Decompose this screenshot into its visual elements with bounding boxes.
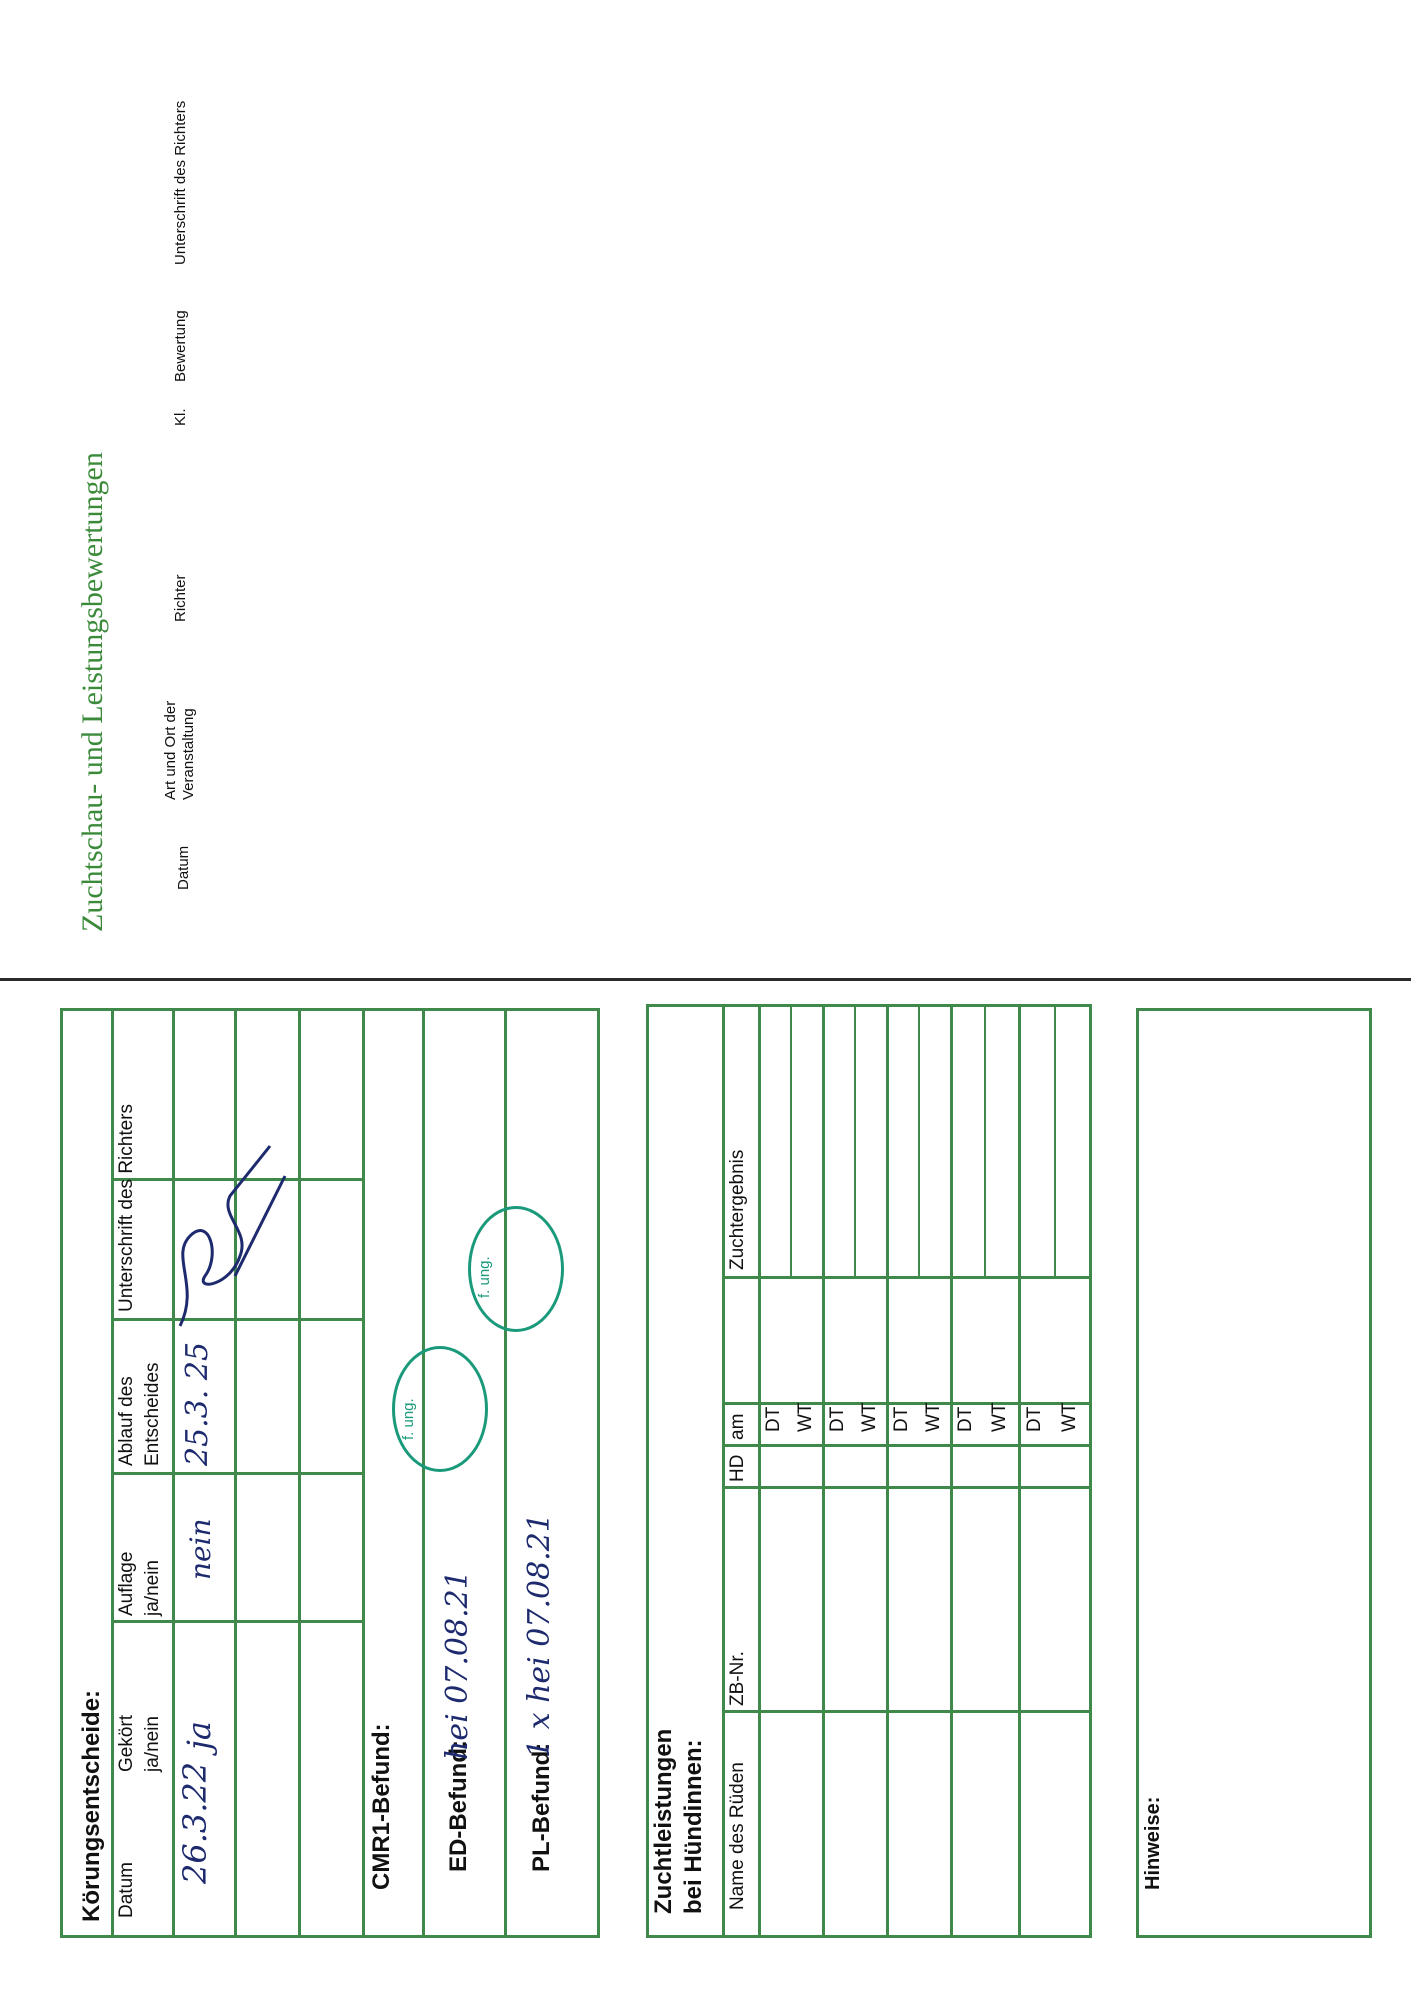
zucht-line [822,1004,825,1938]
koerung-head-gekoert: Gekört [116,1714,137,1772]
koerung-col-sep [111,1620,362,1623]
zucht-dt: DT [955,1406,976,1432]
col-datum: Datum [175,845,192,890]
koerung-line [362,1008,365,1938]
col-richter: Richter [172,574,189,622]
koerung-head-datum: Datum [116,1862,137,1918]
koerung-ablauf-value: 25.3. 25 [180,1341,215,1466]
col-kl: Kl. [172,408,189,426]
zucht-wt: WT [795,1402,816,1432]
koerung-head-auflage2: ja/nein [142,1560,163,1616]
zucht-title-1: Zuchtleistungen [650,1728,677,1914]
col-art-ort: Art und Ort der [162,700,179,800]
page-title: Zuchtschau- und Leistungsbewertungen [76,452,109,932]
zucht-head-name: Name des Rüden [727,1762,748,1910]
koerung-line [504,1008,507,1938]
zucht-line [722,1004,725,1938]
zucht-line [758,1004,761,1938]
zucht-split [790,1004,792,1278]
hinweise-label: Hinweise: [1142,1796,1164,1890]
zucht-title-2: bei Hündinnen: [680,1739,707,1914]
koerung-head-ablauf2: Entscheides [142,1362,163,1466]
zucht-wt: WT [923,1402,944,1432]
zucht-col-sep [722,1276,1092,1279]
koerung-head-unterschrift: Unterschrift des Richters [116,1103,137,1312]
vet-stamp-text: f. ung. [400,1398,417,1440]
zucht-col-sep [722,1444,1092,1447]
zucht-col-sep [722,1486,1092,1489]
zucht-line [886,1004,889,1938]
pl-label: PL-Befund: [528,1742,555,1872]
koerung-col-sep [111,1472,362,1475]
koerung-auflage-value: nein [184,1518,217,1580]
koerung-title: Körungsentscheide: [78,1689,105,1922]
koerung-head-gekoert2: ja/nein [142,1716,163,1772]
koerung-head-auflage: Auflage [116,1551,137,1616]
koerung-line [422,1008,425,1938]
pl-value: 1 x hei 07.08.21 [522,1513,557,1758]
koerung-datum-value: 26.3.22 [176,1761,214,1884]
zucht-split [984,1004,986,1278]
col-unterschrift: Unterschrift des Richters [172,100,189,265]
cmr1-label: CMR1-Befund: [368,1723,395,1890]
zucht-head-zb: ZB-Nr. [727,1651,748,1706]
col-veranstaltung: Veranstaltung [180,708,197,800]
zucht-head-am: am [727,1413,748,1440]
zucht-box [646,1004,1092,1938]
ed-label: ED-Befund: [445,1740,472,1872]
richter-signature [160,1136,300,1336]
page-fold [0,978,1411,981]
ed-value: hei 07.08.21 [440,1570,475,1760]
zucht-split [918,1004,920,1278]
koerung-head-ablauf: Ablauf des [116,1376,137,1466]
zucht-line [1018,1004,1021,1938]
hinweise-box [1136,1008,1372,1938]
zucht-split [1054,1004,1056,1278]
zucht-line [950,1004,953,1938]
zucht-head-ergebnis: Zuchtergebnis [727,1149,748,1270]
zucht-wt: WT [859,1402,880,1432]
zucht-head-hd: HD [727,1454,748,1482]
zucht-wt: WT [989,1402,1010,1432]
zucht-col-sep [722,1402,1092,1405]
zucht-dt: DT [1024,1406,1045,1432]
zucht-dt: DT [827,1406,848,1432]
vet-stamp-text: f. ung. [476,1256,493,1298]
col-bewertung: Bewertung [172,310,189,382]
koerung-gekoert-value: ja [180,1721,218,1750]
zucht-dt: DT [763,1406,784,1432]
zucht-dt: DT [891,1406,912,1432]
zucht-split [854,1004,856,1278]
zucht-wt: WT [1059,1402,1080,1432]
zucht-col-sep [722,1710,1092,1713]
